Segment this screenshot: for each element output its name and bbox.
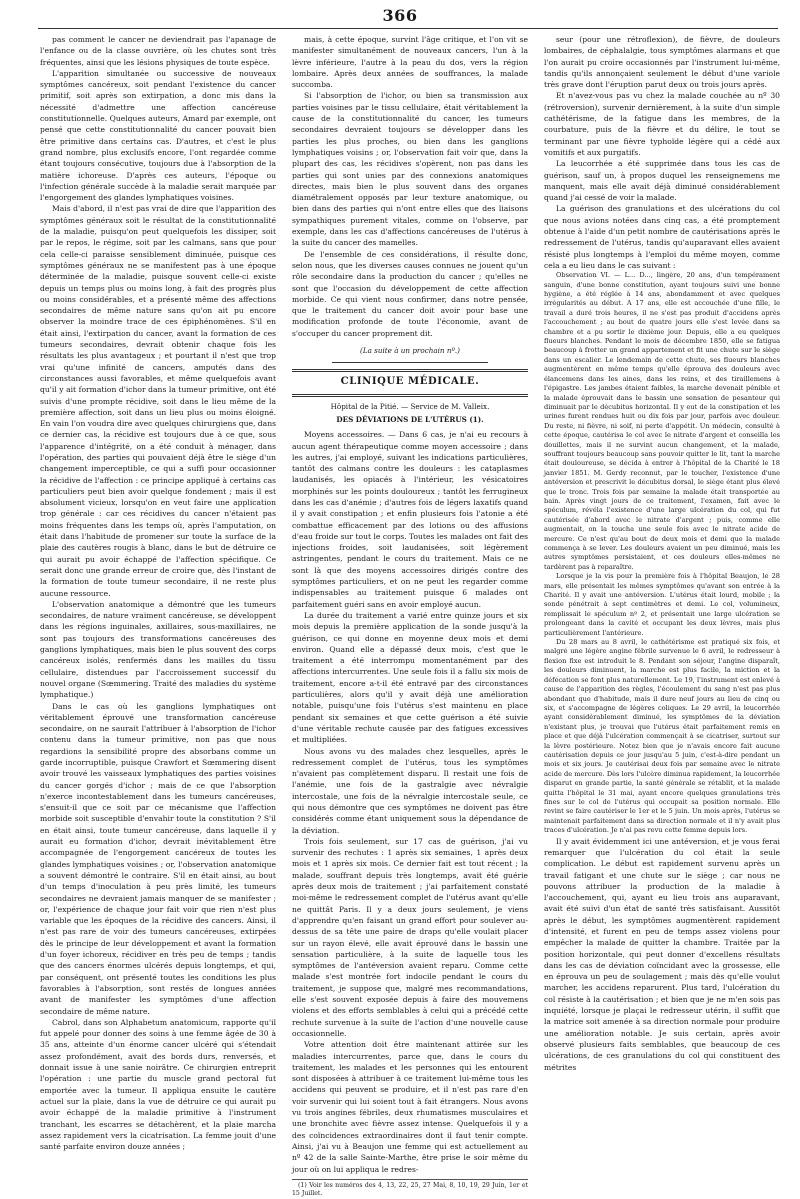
column-1 [40,34,276,1152]
paragraph: La durée du traitement a varié entre quinze jours et six mois depuis la première application de la sonde jusqu'à la guérison, ce qui donne en moyenne deux mois et demi environ. Quand elle a dépassé deux mois, c'est que le traitement a été interrompu momentanément par des affections intercurrentes. Une seule fois il a fallu six mois de traitement, encore a-t-il été entravé par des circonstances particulières, alors qu'il y avait déjà une amélioration notable, puisqu'une fois l'utérus s'est maintenu en place pendant six semaines et que cette guérison a été suivie d'une véritable rechute causée par des fatigues excessives et multipliées. [292,610,528,745]
footnote: (1) Voir les numéros des 4, 13, 22, 25, 27 Mai, 8, 10, 19, 29 Juin, 1er et 15 Juillet. [292,1179,528,1199]
paragraph: Et n'avez-vous pas vu chez la malade couchée au nº 30 (rétroversion), survenir dernièrement, à la suite d'un simple cathétérisme, de la fatigue dans les membres, de la courbature, puis de la fièvre et du délire, le tout se terminant par une fièvre typhoïde légère qui a cédé aux vomitifs et aux purgatifs. [544,91,780,157]
paragraph: Trois fois seulement, sur 17 cas de guérison, j'ai vu survenir des rechutes : 1 après six semaines, 1 après deux mois et 1 après six mois. Ce dernier fait est tout récent ; la malade, souffrant depuis très longtemps, avait été guérie après deux mois de traitement ; j'ai parfaitement constaté moi-même le redressement complet de l'utérus avant qu'elle ne quittât Paris. Il y a deux jours seulement, je viens d'apprendre qu'en faisant un grand effort pour soulever au-dessus de sa tête une paire de draps qu'elle voulait placer sur un rayon élevé, elle avait éprouvé dans le bassin une sensation particulière, à la suite de laquelle tous les symptômes de l'antéversion avaient reparu. Comme cette malade s'est montrée fort indocile pendant le cours du traitement, je suppose que, malgré mes recommandations, elle s'est souvent exposée depuis à faire des mouvemens violens et des efforts semblables à celui qui a précédé cette rechute survenue à la suite de l'action d'une nouvelle cause occasionnelle. [292,836,528,1038]
paragraph: Moyens accessoires. — Dans 6 cas, je n'ai eu recours à aucun agent thérapeutique comme moyen accessoire ; dans les autres, j'ai employé, suivant les indications particulières, tantôt des calmans contre les douleurs : les cataplasmes laudanisés, les opiacés à l'intérieur, les vésicatoires morphinés sur les points douloureux ; tantôt les ferrugineux dans les cas d'anémie ; d'autres fois de légers laxatifs quand il y avait constipation ; et enfin plusieurs fois l'atonie a été combattue efficacement par des lotions ou des affusions d'eau froide sur tout le corps. Toutes les malades ont fait des injections froides, soit laudanisées, soit légèrement astringentes, pendant le cours du traitement. Mais ce ne sont là que des moyens accessoires dirigés contre des symptômes particuliers, et on ne peut les regarder comme indispensables au traitement puisque 6 malades ont parfaitement guéri sans en avoir employé aucun. [292,430,528,609]
paragraph: L'apparition simultanée ou successive de nouveaux symptômes cancéreux, soit pendant l'existence du cancer primitif, soit après son extirpation, a donc mis dans la nécessité d'admettre une affection cancéreuse constitutionnelle. Quelques auteurs, Amard par exemple, ont pensé que cette constitutionnalité du cancer pouvait bien être primitive dans certains cas. D'autres, et c'est le plus grand nombre, plus exclusifs encore, l'ont regardée comme étant toujours consécutive, toujours due à l'absorption de la matière ichoreuse. D'après ces auteurs, l'époque ou l'infection générale succède à la maladie serait marquée par l'engorgement des glandes lymphatiques voisines. [40,68,276,203]
article-subtitle: DES DÉVIATIONS DE L'UTÉRUS (1). [336,414,484,424]
page-number: 366 [382,6,418,25]
header-rule [38,28,778,29]
paragraph: Si l'absorption de l'ichor, ou bien sa transmission aux parties voisines par le tissu cellulaire, était véritablement la cause de la constitutionnalité du cancer, les tumeurs secondaires devraient toujours se développer dans les parties les plus proches, ou bien dans les ganglions lymphatiques voisins ; or, l'observation fait voir que, dans la plupart des cas, les récidives s'opèrent, non pas dans les parties qui sont unies par des connexions anatomiques directes, mais bien le plus souvent dans des organes diamétralement opposés par leur texture anatomique, ou bien dans des parties qui n'ont entre elles que des liaisons sympathiques purement vitales, comme on l'observe, par exemple, dans les cas d'affections cancéreuses de l'utérus à la suite du cancer des mamelles. [292,91,528,248]
paragraph: Mais d'abord, il n'est pas vrai de dire que l'apparition des symptômes généraux soit le résultat de la constitutionnalité de la maladie, puisqu'on peut quelquefois les dissiper, soit par le repos, le régime, soit par les calmans, sans que pour cela celle-ci paraisse sensiblement diminuée, puisque ces symptômes généraux ne se manifestent pas à une époque déterminée de la maladie, puisque souvent celle-ci existe depuis un temps plus ou moins long, à fait des progrès plus ou moins considérables, et a présenté même des affections secondaires de même nature sans qu'on ait pu encore observer la moindre trace de ces épiphénomènes. S'il en était ainsi, l'extirpation du cancer, avant la formation de ces tumeurs secondaires, devrait obtenir chaque fois les résultats les plus avantageux ; et pourtant il n'est que trop vrai qu'une infinité de cancers, amputés dans des circonstances aussi favorables, et même quelquefois avant qu'il y ait formation d'ichor dans la tumeur primitive, ont été suivis d'une prompte récidive, soit dans le lieu même de la première affection, soit dans un lieu plus ou moins éloigné. En vain l'on voudra dire avec quelques chirurgiens que, dans ce dernier cas, la récidive est toujours due à ce que, sous l'apparence d'intégrité, on a été conduit à ménager, dans l'opération, des parties qui pouvaient déjà être le siège d'un changement imperceptible, ce qui a suffi pour occasionner la récidive de l'affection : ce principe appliqué à certains cas particuliers peut bien avoir quelque fondement ; mais il est absolument vicieux, lorsqu'on en veut faire une application trop générale : car ces récidives du cancer n'étaient pas moins fréquentes dans les temps où, après l'amputation, on était dans l'habitude de promener sur toute la surface de la plaie des cautères rougis à blanc, dans le but de détruire ce qui aurait pu avoir échappé de l'affection spécifique. Ce serait donc une grande erreur de croire que, dès l'instant de la formation de toute tumeur secondaire, il ne reste plus aucune ressource. [40,204,276,598]
paragraph: La guérison des granulations et des ulcérations du col que nous avions notées dans cinq cas, a été promptement obtenue à l'aide d'un petit nombre de cautérisations après le redressement de l'utérus, tandis qu'auparavant elles avaient résisté plus longtemps à l'emploi du même moyen, comme cela a eu lieu dans le cas suivant : [544,204,780,270]
paragraph: Dans le cas où les ganglions lymphatiques ont véritablement éprouvé une transformation cancéreuse secondaire, on ne saurait l'attribuer à l'absorption de l'ichor contenu dans la tumeur primitive, non pas que nous regardions la sensibilité propre des absorbans comme un garde incorruptible, puisque Crawfort et Sœmmering disent avoir trouvé les vaisseaux lymphatiques des parties voisines du cancer gorgés d'ichor ; mais de ce que l'absorption n'exerce incontestablement dans les tumeurs cancéreuses, s'ensuit-il que ce soit par ce mécanisme que l'affection morbide soit susceptible d'envahir toute la constitution ? S'il en était ainsi, toute tumeur cancéreuse, dans laquelle il y aurait eu formation d'ichor, devrait inévitablement être accompagnée de l'engorgement cancéreux de toutes les glandes lymphatiques voisines ; or, l'observation anatomique a souvent démontré le contraire. S'il en était ainsi, au bout d'un temps d'inoculation à peu près limité, les tumeurs secondaires ne devraient jamais manquer de se manifester ; or, l'expérience de chaque jour fait voir que rien n'est plus variable que les époques de la récidive des cancers. Ainsi, il n'est pas rare de voir des tumeurs cancéreuses, extirpées dès le principe de leur développement et avant la formation d'un foyer ichoreux, récidiver en très peu de temps ; tandis que des cancers énormes ulcérés depuis longtemps, et qui, par conséquent, ont présenté toutes les conditions les plus favorables à l'absorption, sont restés de longues années avant de manifester les symptômes d'une affection secondaire de même nature. [40,701,276,1016]
separator-rule [332,362,488,363]
paragraph: mais, à cette époque, survint l'âge critique, et l'on vit se manifester simultanément de nouveaux cancers, l'un à la lèvre inférieure, l'autre à la peau du dos, vers la région lombaire. Après deux années de souffrances, la malade succomba. [292,35,528,90]
paragraph: Il y avait évidemment ici une antéversion, et je vous ferai remarquer que l'ulcération du col était la seule complication. Le début est rapidement survenu après un travail fatigant et une chute sur le siège ; car nous ne pouvons attribuer la production de la maladie à l'accouchement, qui, ayant eu lieu trois ans auparavant, avait été suivi d'un état de santé très satisfaisant. Aussitôt après le début, les symptômes augmentèrent rapidement d'intensité, et furent en peu de temps assez violens pour empêcher la malade de quitter la chambre. Traitée par la position horizontale, qui peut donner d'excellens résultats dans les cas de déviation coïncidant avec la grossesse, elle en éprouva un peu de soulagement ; mais dès qu'elle voulut marcher, les accidens reparurent. Plus tard, l'ulcération du col résiste à la cautérisation ; et bien que je ne m'en sois pas inquiété, lorsque je plaçai le redresseur utérin, il suffit que la matrice soit amenée à sa direction normale pour produire une amélioration notable. Je suis certain, après avoir observé plusieurs faits semblables, que beaucoup de ces ulcérations, de ces granulations du col qui constituent des métrites [544,836,780,1072]
section-rule [292,394,528,397]
paragraph: Votre attention doit être maintenant attirée sur les maladies intercurrentes, parce que, dans le cours du traitement, les malades et les personnes qui les entourent sont disposées à attribuer à ce traitement lui-même tous les accidens qui peuvent se produire, et il n'est pas rare d'en voir survenir qui lui soient tout à fait étrangers. Nous avons vu trois angines fébriles, deux rhumatismes musculaires et une bronchite avec fièvre assez intense. Quelquefois il y a des coïncidences extraordinaires dont il faut tenir compte. Ainsi, j'ai vu à Beaujon une femme qui est actuellement au nº 42 de la salle Sainte-Marthe, être prise le soir même du jour où on lui appliqua le redres- [292,1040,528,1174]
paragraph: La leucorrhée a été supprimée dans tous les cas de guérison, sauf un, à propos duquel les renseignemens me manquent, mais elle avait déjà diminué considérablement quand j'ai cessé de voir la malade. [544,159,780,203]
paragraph: seur (pour une rétroflexion), de fièvre, de douleurs lombaires, de céphalalgie, tous symptômes alarmans et que l'on aurait pu croire occasionnés par l'instrument lui-même, tandis qu'ils annonçaient seulement le début d'une variole très grave dont l'éruption parut deux ou trois jours après. [544,35,780,90]
section-title: CLINIQUE MÉDICALE. [340,376,480,388]
observation-paragraph: Lorsque je la vis pour la première fois à l'hôpital Beaujon, le 28 mars, elle présentait les mêmes symptômes qu'avant son entrée à la Charité. Il y avait une antéversion. L'utérus était lourd, mobile ; la sonde pénétrait à sept centimètres et demi. Le col, volumineux, remplissait le spéculum nº 2, et présentait une large ulcération se prolongeant dans la cavité et occupant les deux lèvres, mais plus particulièrement l'antérieure. [544,572,780,637]
observation-paragraph: Observation VI. — L... D..., lingère, 20 ans, d'un tempérament sanguin, d'une bonne constitution, ayant toujours suivi une bonne hygiène, a été réglée à 14 ans, abondamment et avec quelques irrégularités au début. A 17 ans, elle est accouchée d'une fille, le travail a duré trois heures, il ne s'est pas produit d'accidens après l'accouchement ; au bout de quatre jours elle s'est levée dans sa chambre et a pu sortir le dixième jour. Depuis, elle a eu quelques flueurs blanches. Pendant le mois de décembre 1850, elle se fatigua beaucoup à frotter un grand appartement et fit une chute sur le siège dans un escalier. Le lendemain de cette chute, ses flueurs blanches augmentèrent en même temps qu'elle éprouva des douleurs avec élancemens dans les aines, dans les reins, et des tiraillemens à l'épigastre. Les jambes étaient faibles, la marche devenait pénible et la malade éprouvait dans le bassin une sensation de pesanteur qui diminuait par le décubitus horizontal. Il y eut de la constipation et les urines furent rendues huit ou dix fois par jour, parfois avec douleur. Du reste, ni fièvre, ni soif, ni perte d'appétit. Un médecin, consulté à cette époque, cautérisa le col avec le nitrate d'argent et conseilla les douillettes, mais il ne survint aucun changement, et la malade, souffrant toujours beaucoup sans pouvoir quitter le lit, tant la marche était douloureuse, se décida à entrer à l'hôpital de la Charité le 18 janvier 1851. M. Gerdy reconnut, par le toucher, l'existence d'une antéversion et prescrivit le décubitus dorsal, le siège étant plus élevé que le tronc. Trois fois par semaine la malade était transportée au bain. Après vingt jours de ce traitement, l'examen, fait avec le spéculum, révéla l'existence d'une large ulcération du col, qui fut cautérisée d'abord avec le nitrate d'argent ; puis, comme elle augmentait, on la toucha une seule fois avec le nitrate acide de mercure. Ce n'est qu'au bout de deux mois et demi que la malade commença à se lever. Les douleurs avaient un peu diminué, mais les autres symptômes persistaient, et ces douleurs elles-mêmes ne tardèrent pas à reparaître. [544,271,780,571]
observation-paragraph: Du 28 mars au 8 avril, le cathétérisme est pratiqué six fois, et malgré une légère angine fébrile survenue le 6 avril, le redresseur à flexion fixe est introduit le 8. Pendant son séjour, l'angine disparaît, les douleurs diminuent, la marche est plus facile, la miction et la défécation se font plus naturellement. Le 19, l'instrument est enlevé à cause de l'apparition des règles, l'écoulement du sang n'est pas plus abondant que d'habitude, mais il dure neuf jours au lieu de cinq ou six, et s'accompagne de légères coliques. Le 29 avril, la leucorrhée ayant considérablement diminué, les symptômes de la déviation n'existant plus, je trouvai que l'utérus était parfaitement remis en place et que déjà l'ulcération commençait à se cicatriser, surtout sur la lèvre postérieure. Notez bien que je n'avais encore fait aucune cautérisation depuis ce jour jusqu'au 5 juin, c'est-à-dire pendant un mois et six jours. Je cautérisai deux fois par semaine avec le nitrate acide de mercure. Dès lors l'ulcère diminua rapidement, la leucorrhée disparut en grande partie, la santé générale se rétablit, et la malade quitta l'hôpital le 31 mai, ayant encore quelques granulations très fines sur le col de l'utérus qui occupait sa position normale. Elle revint se faire cautériser le 1er et le 5 juin. Un mois après, l'utérus se maintenait parfaitement dans sa direction normale et il n'y avait plus traces d'ulcération. Je n'ai pas revu cette femme depuis lors. [544,638,780,835]
continuation-note: (La suite à un prochain nº.) [360,346,460,356]
column-3 [544,34,780,1096]
column-2 [292,34,528,1198]
hospital-line: Hôpital de la Pitié. — Service de M. Valleix. [330,401,490,411]
paragraph: Nous avons vu des malades chez lesquelles, après le redressement complet de l'utérus, tous les symptômes n'avaient pas complètement disparu. Il restait une fois de l'anémie, une fois de la gastralgie avec névralgie intercostale, une fois de la névralgie intercostale seule, ce qui nous démontre que ces symptômes ne doivent pas être considérés comme étant uniquement sous la dépendance de la déviation. [292,746,528,835]
section-rule [292,369,528,372]
paragraph: pas comment le cancer ne deviendrait pas l'apanage de l'enfance ou de la classe ouvrière, où les chutes sont très fréquentes, ainsi que les lésions physiques de toute espèce. [40,35,276,67]
paragraph: Cabrol, dans son Alphabetum anatomicum, rapporte qu'il fut appelé pour donner des soins à une femme âgée de 30 à 35 ans, atteinte d'un énorme cancer ulcéré qui s'étendait assez profondément, avait des bords durs, renversés, et donnait issue à une sanie noirâtre. Ce chirurgien entreprit l'opération : une partie du muscle grand pectoral fut emportée avec la tumeur. Il appliqua ensuite le cautère actuel sur la plaie, dans la vue de détruire ce qui aurait pu avoir échappé de la maladie primitive à l'instrument tranchant, les escarres se détachèrent, et la plaie marcha assez rapidement vers la cicatrisation. La femme jouit d'une santé parfaite environ douze années ; [40,1017,276,1152]
paragraph: L'observation anatomique a démontré que les tumeurs secondaires, de nature vraiment cancéreuse, se développent dans les régions inguinales, axillaires, sous-maxillaires, ne sont pas toujours des transformations cancéreuses des ganglions lymphatiques, mais bien le plus souvent des corps cancéreux isolés, renfermés dans les mailles du tissu cellulaire, distendues par l'accroissement successif du nouvel organe (Sœmmering. Traité des maladies du système lymphatique.) [40,599,276,700]
paragraph: De l'ensemble de ces considérations, il résulte donc, selon nous, que les diverses causes connues ne jouent qu'un rôle secondaire dans la production du cancer ; qu'elles ne sont que l'occasion du développement de cette affection morbide. Ce qui vient nous confirmer, dans notre pensée, que le traitement du cancer doit avoir pour base une modification profonde de toute l'économie, avant de s'occuper du cancer proprement dit. [292,249,528,338]
